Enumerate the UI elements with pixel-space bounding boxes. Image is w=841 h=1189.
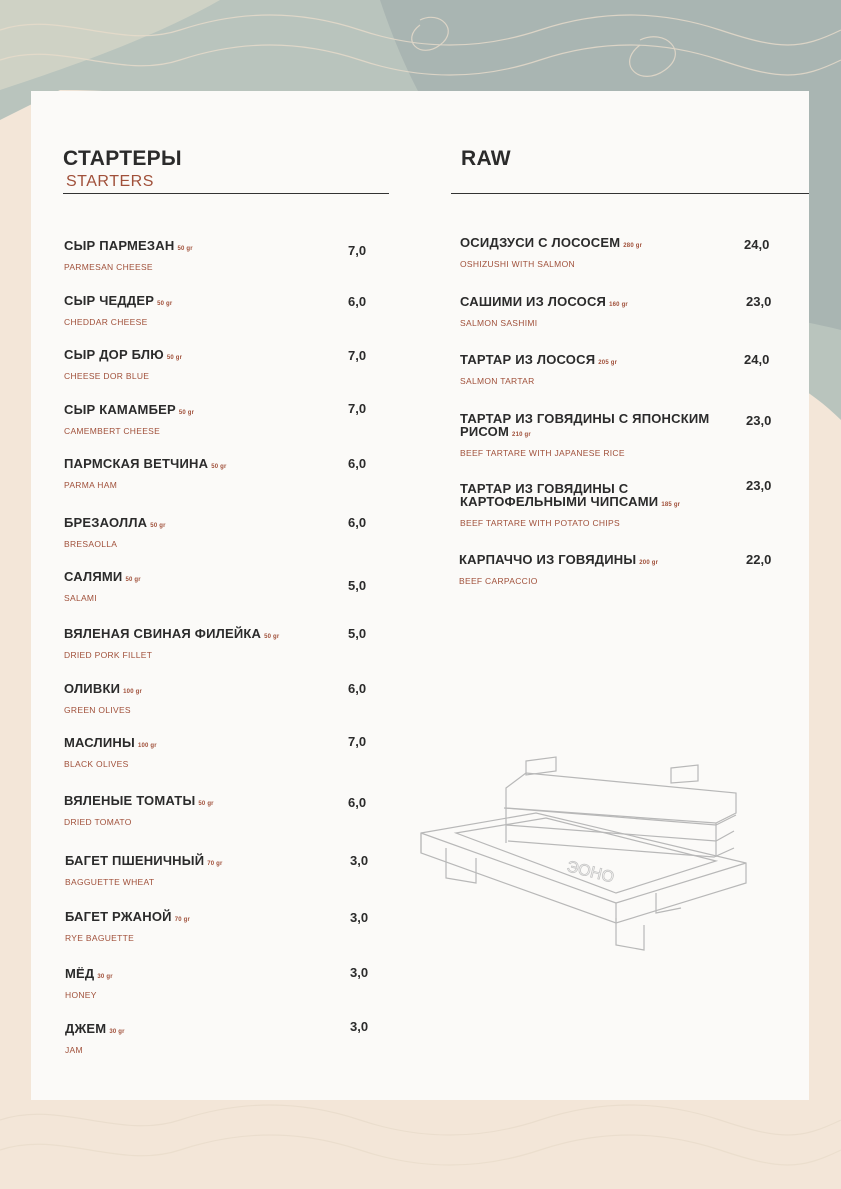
- raw-title: RAW: [461, 147, 511, 170]
- item-english-name: BEEF CARPACCIO: [459, 576, 538, 586]
- item-weight: 50 gr: [198, 801, 214, 807]
- menu-item-jam: [65, 1022, 385, 1055]
- menu-item-salmon-sashimi: [460, 295, 745, 328]
- item-price: 3,0: [350, 1019, 369, 1034]
- item-price: 6,0: [348, 515, 367, 530]
- item-name: САЛЯМИ: [64, 569, 123, 584]
- item-english-name: JAM: [65, 1045, 83, 1055]
- item-english-name: PARMA HAM: [64, 480, 118, 490]
- menu-item-oshizushi: [460, 236, 745, 269]
- item-weight: 160 gr: [609, 302, 628, 308]
- item-price: 7,0: [348, 734, 367, 749]
- item-weight: 200 gr: [639, 560, 659, 566]
- menu-item-camembert: [64, 403, 384, 436]
- item-english-name: CAMEMBERT CHEESE: [64, 426, 161, 436]
- item-weight: 210 gr: [512, 432, 531, 438]
- item-name: ТАРТАР ИЗ ГОВЯДИНЫ С КАРТОФЕЛЬНЫМИ ЧИПСАМИ: [460, 481, 659, 509]
- item-english-name: GREEN OLIVES: [64, 705, 131, 715]
- item-price: 3,0: [350, 853, 369, 868]
- item-price: 6,0: [348, 681, 367, 696]
- item-price: 24,0: [744, 237, 770, 252]
- item-name: ОСИДЗУСИ С ЛОСОСЕМ: [460, 235, 621, 250]
- item-price: 3,0: [350, 910, 369, 925]
- menu-item-dried-tomato: [64, 794, 384, 827]
- menu-item-beef-tartare-rice: [460, 412, 745, 458]
- item-name: ОЛИВКИ: [64, 681, 121, 696]
- item-english-name: CHEESE DOR BLUE: [64, 371, 150, 381]
- item-weight: 50 gr: [125, 577, 141, 583]
- menu-item-black-olives: [64, 736, 384, 769]
- item-weight: 185 gr: [661, 502, 681, 508]
- item-english-name: SALMON SASHIMI: [460, 318, 538, 328]
- menu-sheet: [31, 91, 809, 1100]
- item-weight: 280 gr: [623, 243, 643, 249]
- item-name: ВЯЛЕНАЯ СВИНАЯ ФИЛЕЙКА: [64, 626, 262, 641]
- item-weight: 50 gr: [211, 464, 227, 470]
- item-price: 7,0: [348, 243, 367, 258]
- menu-item-rye-baguette: [65, 910, 385, 943]
- item-weight: 205 gr: [598, 360, 618, 366]
- item-weight: 70 gr: [207, 861, 223, 867]
- menu-item-honey: [65, 967, 385, 1000]
- item-price: 6,0: [348, 456, 367, 471]
- menu-item-salmon-tartar: [460, 353, 745, 386]
- item-price: 3,0: [350, 965, 369, 980]
- item-english-name: PARMESAN CHEESE: [64, 262, 153, 272]
- item-english-name: RYE BAGUETTE: [65, 933, 135, 943]
- item-english-name: OSHIZUSHI WITH SALMON: [460, 259, 575, 269]
- svg-text:ЭОНО: ЭОНО: [565, 858, 616, 887]
- item-name: КАРПАЧЧО ИЗ ГОВЯДИНЫ: [459, 552, 637, 567]
- item-english-name: HONEY: [65, 990, 97, 1000]
- item-price: 24,0: [744, 352, 770, 367]
- item-english-name: BRESAOLLA: [64, 539, 118, 549]
- item-name: БАГЕТ ПШЕНИЧНЫЙ: [65, 853, 205, 868]
- item-english-name: DRIED TOMATO: [64, 817, 132, 827]
- item-weight: 50 gr: [157, 301, 173, 307]
- item-english-name: BEEF TARTARE WITH POTATO CHIPS: [460, 518, 620, 528]
- item-weight: 100 gr: [123, 689, 143, 695]
- item-name: ПАРМСКАЯ ВЕТЧИНА: [64, 456, 209, 471]
- item-english-name: SALMON TARTAR: [460, 376, 535, 386]
- item-price: 23,0: [746, 294, 772, 309]
- menu-item-beef-carpaccio: [459, 553, 744, 586]
- item-price: 6,0: [348, 795, 367, 810]
- item-name: СЫР КАМАМБЕР: [64, 402, 176, 417]
- item-price: 23,0: [746, 478, 772, 493]
- item-english-name: SALAMI: [64, 593, 97, 603]
- item-weight: 50 gr: [177, 246, 193, 252]
- item-english-name: DRIED PORK FILLET: [64, 650, 153, 660]
- menu-item-parmesan: [64, 239, 384, 272]
- item-price: 7,0: [348, 401, 367, 416]
- item-name: БАГЕТ РЖАНОЙ: [65, 909, 172, 924]
- menu-item-baguette-wheat: [65, 854, 385, 887]
- menu-item-bresaolla: [64, 516, 384, 549]
- menu-item-parma-ham: [64, 457, 384, 490]
- item-price: 7,0: [348, 348, 367, 363]
- item-english-name: BEEF TARTARE WITH JAPANESE RICE: [460, 448, 625, 458]
- item-weight: 50 gr: [166, 355, 183, 361]
- item-weight: 30 gr: [97, 974, 113, 980]
- menu-item-dried-pork: [64, 627, 384, 660]
- menu-item-green-olives: [64, 682, 384, 715]
- item-name: ВЯЛЕНЫЕ ТОМАТЫ: [64, 793, 196, 808]
- raw-divider: [451, 193, 809, 194]
- item-name: СЫР ДОР БЛЮ: [64, 347, 164, 362]
- starters-subtitle: STARTERS: [66, 173, 154, 190]
- item-price: 5,0: [348, 578, 367, 593]
- item-name: ДЖЕМ: [65, 1021, 107, 1036]
- item-price: 5,0: [348, 626, 367, 641]
- item-name: МАСЛИНЫ: [64, 735, 135, 750]
- menu-item-salami: [64, 570, 384, 603]
- item-name: МЁД: [65, 966, 95, 981]
- item-price: 6,0: [348, 294, 367, 309]
- item-name: САШИМИ ИЗ ЛОСОСЯ: [460, 294, 607, 309]
- item-weight: 50 gr: [150, 523, 166, 529]
- item-weight: 50 gr: [264, 634, 280, 640]
- item-name: СЫР ЧЕДДЕР: [64, 293, 155, 308]
- item-weight: 30 gr: [109, 1029, 125, 1035]
- item-english-name: BLACK OLIVES: [64, 759, 129, 769]
- item-weight: 100 gr: [137, 743, 157, 749]
- item-name: БРЕЗАОЛЛА: [64, 515, 148, 530]
- sushi-board-illustration-icon: [416, 753, 756, 958]
- item-english-name: CHEDDAR CHEESE: [64, 317, 148, 327]
- item-name: ТАРТАР ИЗ ГОВЯДИНЫ С ЯПОНСКИМ РИСОМ: [460, 411, 710, 439]
- item-weight: 70 gr: [174, 917, 191, 923]
- item-price: 22,0: [746, 552, 772, 567]
- item-name: ТАРТАР ИЗ ЛОСОСЯ: [460, 352, 596, 367]
- item-price: 23,0: [746, 413, 772, 428]
- item-name: СЫР ПАРМЕЗАН: [64, 238, 175, 253]
- item-english-name: BAGGUETTE WHEAT: [65, 877, 155, 887]
- menu-item-dor-blue: [64, 348, 384, 381]
- starters-divider: [63, 193, 389, 194]
- item-weight: 50 gr: [178, 410, 195, 416]
- starters-title: СТАРТЕРЫ: [63, 147, 182, 170]
- menu-item-cheddar: [64, 294, 384, 327]
- menu-item-beef-tartare-chips: [460, 482, 745, 528]
